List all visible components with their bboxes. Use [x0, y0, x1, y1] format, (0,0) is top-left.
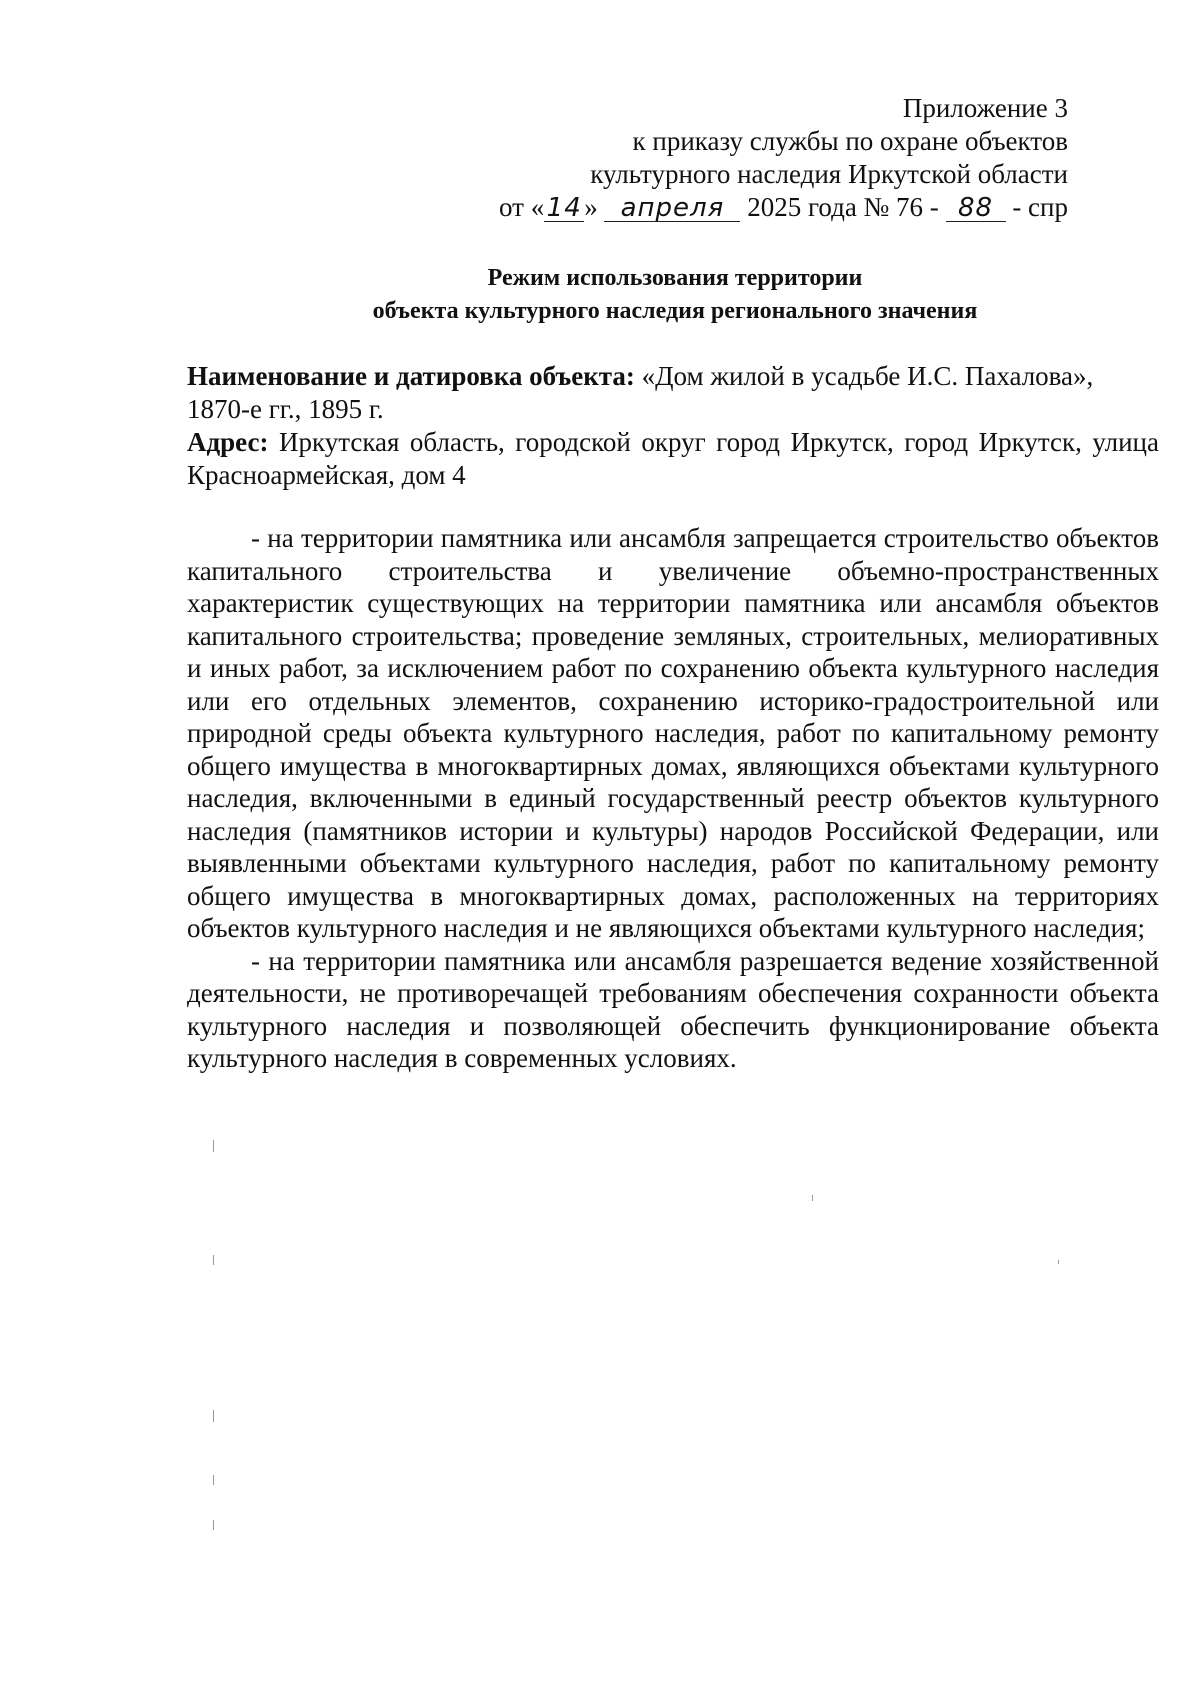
appendix-authority: культурного наследия Иркутской области: [590, 159, 1068, 189]
object-name-label: Наименование и датировка объекта:: [187, 361, 635, 391]
handwritten-day: 14: [544, 195, 584, 222]
object-address-value: Иркутская область, городской округ город Иркутск, город Иркутск, улица Красноармейская, дом 4: [187, 427, 1159, 490]
usage-regime-text: [187, 522, 1159, 1075]
date-mid: »: [584, 192, 598, 222]
object-name-row: [187, 360, 1159, 426]
object-info: [187, 360, 1159, 492]
appendix-header: [499, 92, 1068, 224]
date-prefix: от «: [499, 192, 545, 222]
handwritten-order-number: 88: [946, 195, 1006, 222]
appendix-order-ref: к приказу службы по охране объектов: [632, 126, 1068, 156]
year-text: 2025 года № 76 -: [747, 192, 939, 222]
order-suffix: - спр: [1012, 192, 1068, 222]
title-line-2: объекта культурного наследия регионального значения: [372, 298, 978, 324]
object-name-value: «Дом жилой в усадьбе И.С. Пахалова», 1870-е гг., 1895 г.: [187, 361, 1094, 424]
appendix-number: Приложение 3: [902, 93, 1068, 123]
title-line-1: Режим использования территории: [487, 265, 863, 291]
document-title: [0, 262, 1200, 328]
appendix-date-line: [499, 191, 1068, 224]
paragraph-prohibitions: - на территории памятника или ансамбля запрещается строительство объектов капитального строительства и увеличение объемно-пространственных характеристик существующих на территории памятника или ансамбля объектов капитального строительства; проведение земляных, строительных, мелиоративных и иных работ, за исключением работ по сохранению объекта культурного наследия или его отдельных элементов, сохранению историко-градостроительной или природной среды объекта культурного наследия, работ по капитальному ремонту общего имущества в многоквартирных домах, являющихся объектами культурного наследия, включенными в единый государственный реестр объектов культурного наследия (памятников истории и культуры) народов Российской Федерации, или выявленными объектами культурного наследия, работ по капитальному ремонту общего имущества в многоквартирных домах, расположенных на территориях объектов культурного наследия и не являющихся объектами культурного наследия;: [187, 523, 1159, 943]
paragraph-permissions: - на территории памятника или ансамбля разрешается ведение хозяйственной деятельности, не противоречащей требованиям обеспечения сохранности объекта культурного наследия и позволяющей обеспечить функционирование объекта культурного наследия в современных условиях.: [187, 945, 1159, 1073]
object-address-row: [187, 426, 1159, 492]
object-address-label: Адрес:: [187, 427, 269, 457]
handwritten-month: апреля: [604, 195, 740, 222]
